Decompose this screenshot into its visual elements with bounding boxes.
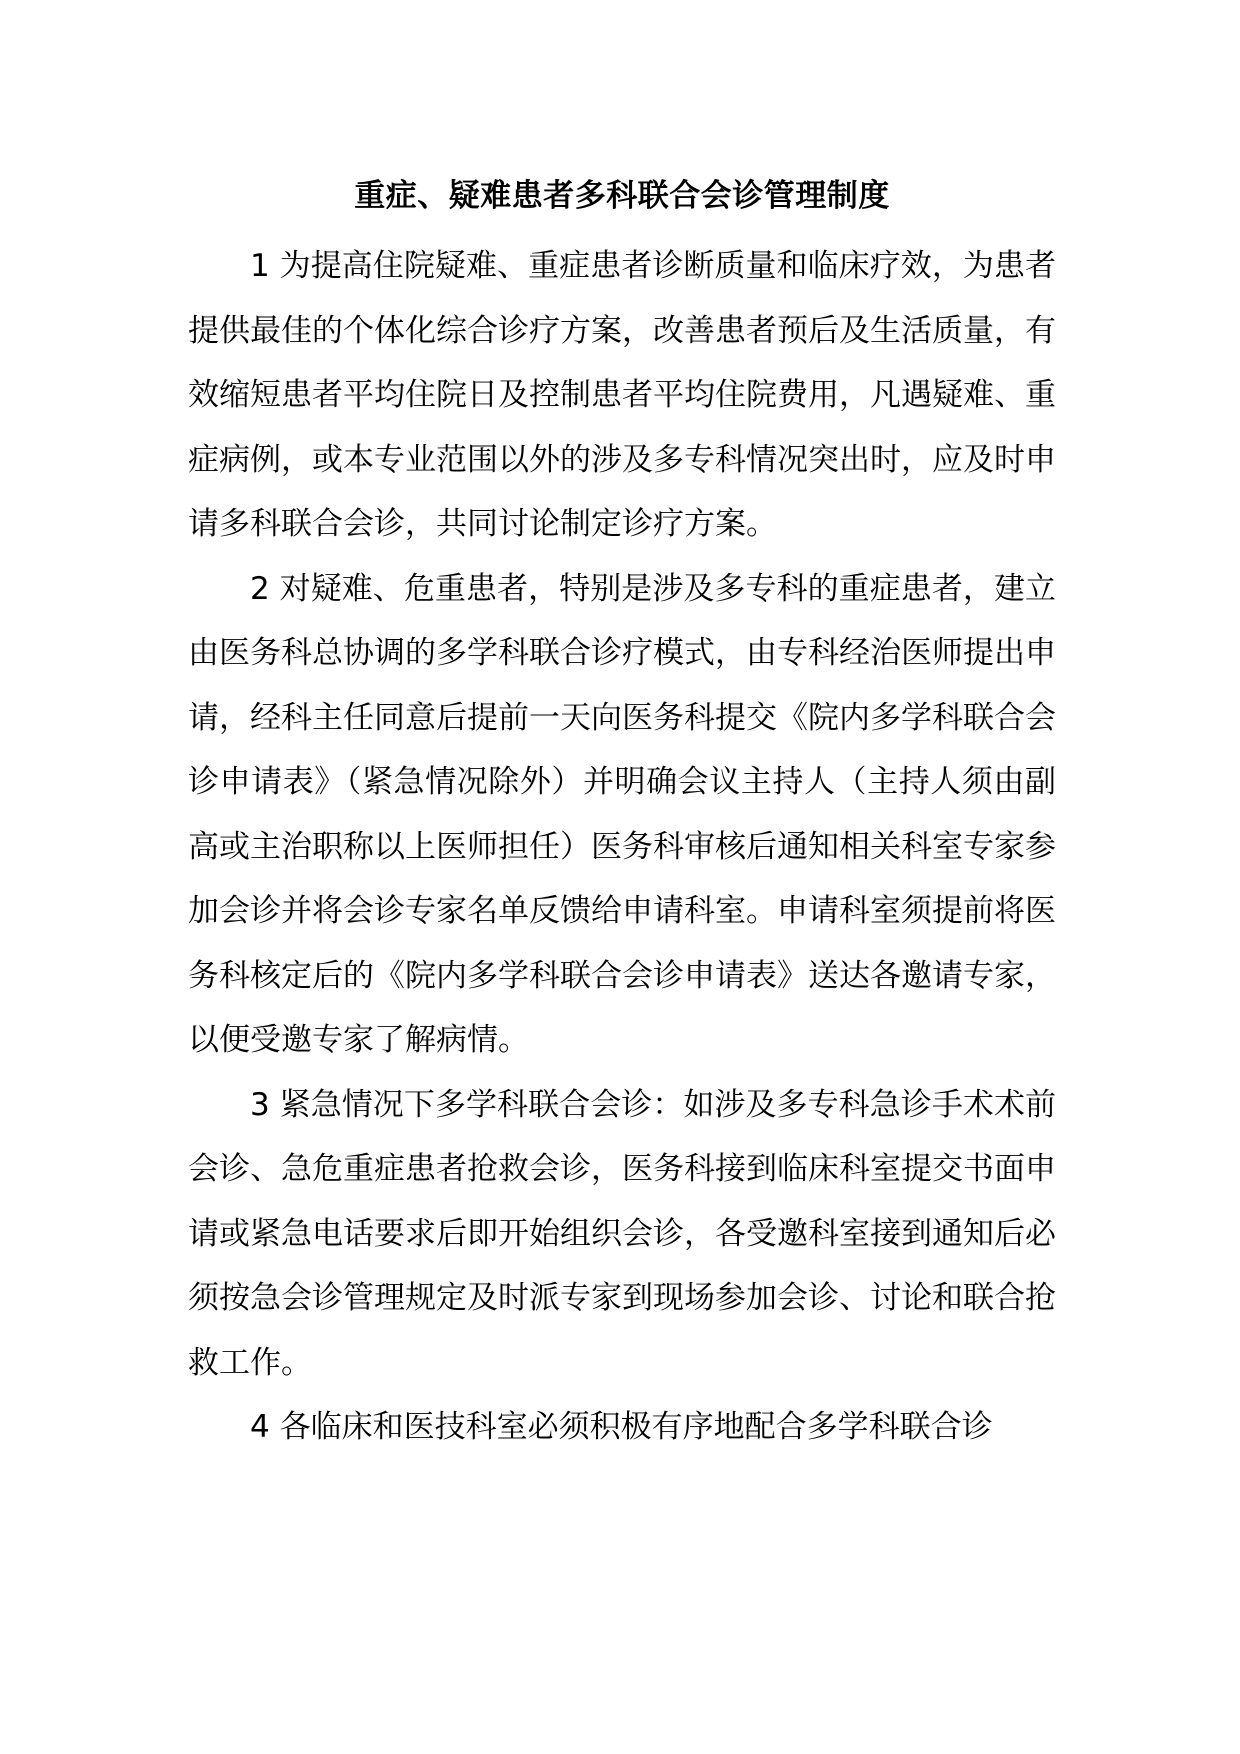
paragraph-1: 1 为提高住院疑难、重症患者诊断质量和临床疗效，为患者提供最佳的个体化综合诊疗方案，改善患者预后及生活质量，有效缩短患者平均住院日及控制患者平均住院费用，凡遇疑难、重症病例，或本专业范围以外的涉及多专科情况突出时，应及时申请多科联合会诊，共同讨论制定诊疗方案。 (188, 248, 1056, 542)
document-page (188, 170, 1056, 1460)
paragraph-2: 2 对疑难、危重患者，特别是涉及多专科的重症患者，建立由医务科总协调的多学科联合诊疗模式，由专科经治医师提出申请，经科主任同意后提前一天向医务科提交《院内多学科联合会诊申请表》（紧急情况除外）并明确会议主持人（主持人须由副高或主治职称以上医师担任）医务科审核后通知相关科室专家参加会诊并将会诊专家名单反馈给申请科室。申请科室须提前将医务科核定后的《院内多学科联合会诊申请表》送达各邀请专家，以便受邀专家了解病情。 (188, 570, 1056, 1058)
paragraph-4: 4 各临床和医技科室必须积极有序地配合多学科联合诊 (250, 1409, 993, 1445)
document-title: 重症、疑难患者多科联合会诊管理制度 (354, 178, 890, 214)
paragraph-3: 3 紧急情况下多学科联合会诊：如涉及多专科急诊手术术前会诊、急危重症患者抢救会诊，医务科接到临床科室提交书面申请或紧急电话要求后即开始组织会诊，各受邀科室接到通知后必须按急会诊管理规定及时派专家到现场参加会诊、讨论和联合抢救工作。 (188, 1086, 1056, 1381)
